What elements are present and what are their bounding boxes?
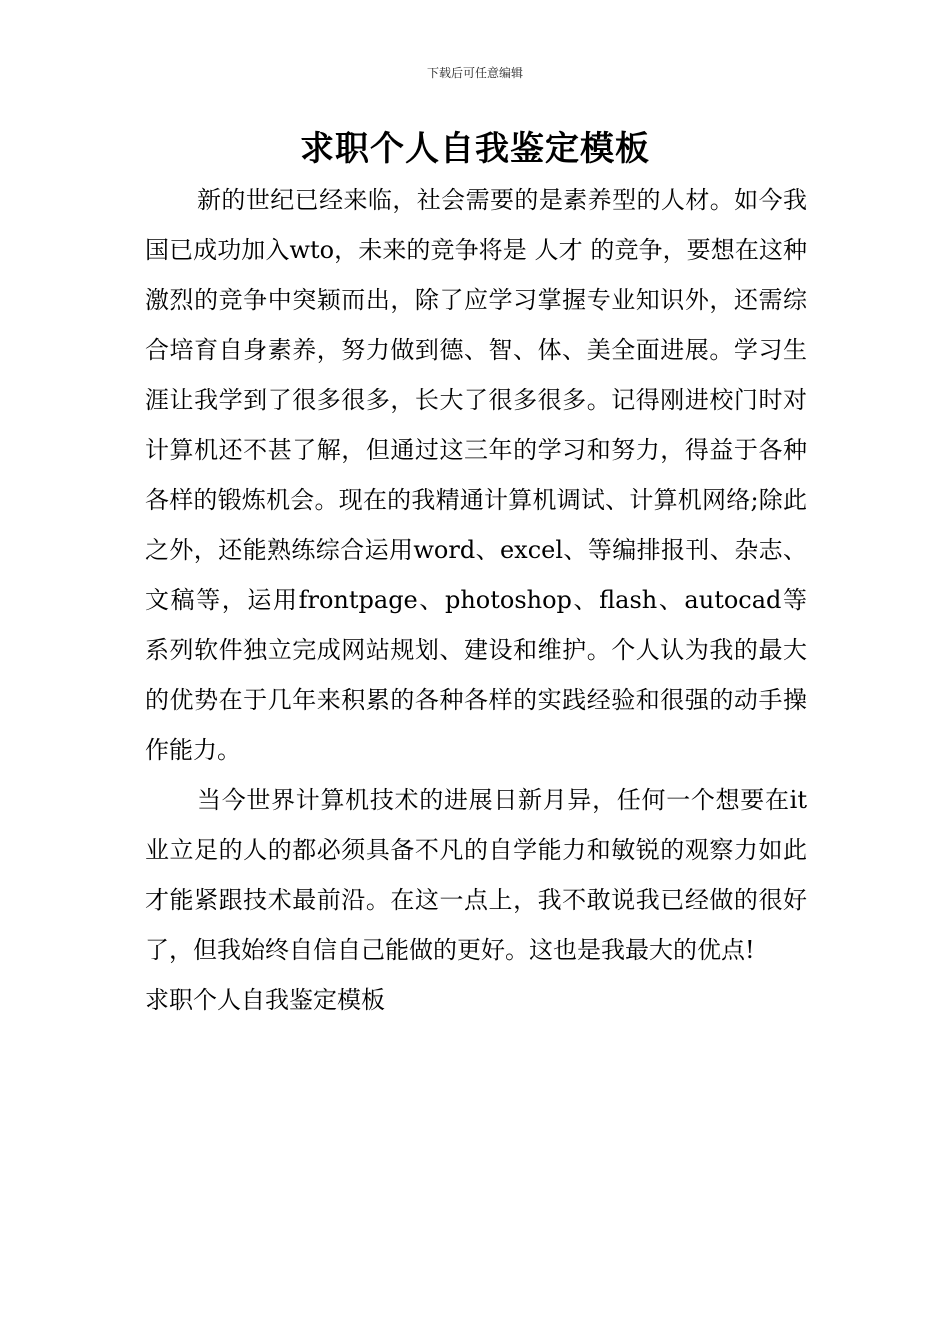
footer-title: 求职个人自我鉴定模板 [145,986,385,1014]
paragraph-1: 新的世纪已经来临，社会需要的是素养型的人材。如今我国已成功加入wto，未来的竞争将是 人才 的竞争，要想在这种激烈的竞争中突颖而出，除了应学习掌握专业知识外，还需综合培育自身素养，努力做到德、智、体、美全面进展。学习生涯让我学到了很多很多，长大了很多很多。记得刚进校门时对计算机还不甚了解，但通过这三年的学习和努力，得益于各种各样的锻炼机会。现在的我精通计算机调试、计算机网络;除此之外，还能熟练综合运用word、excel、等编排报刊、杂志、文稿等，运用frontpage、photoshop、flash、autocad等系列软件独立完成网站规划、建设和维护。个人认为我的最大的优势在于几年来积累的各种各样的实践经验和很强的动手操作能力。 [145,186,807,764]
paragraph-2: 当今世界计算机技术的进展日新月异，任何一个想要在it业立足的人的都必须具备不凡的自学能力和敏锐的观察力如此才能紧跟技术最前沿。在这一点上，我不敢说我已经做的很好了，但我始终自信自己能做的更好。这也是我最大的优点! [145,786,807,964]
document-body [145,175,807,1025]
document-title: 求职个人自我鉴定模板 [300,129,650,169]
page-header-note: 下载后可任意编辑 [426,66,523,80]
